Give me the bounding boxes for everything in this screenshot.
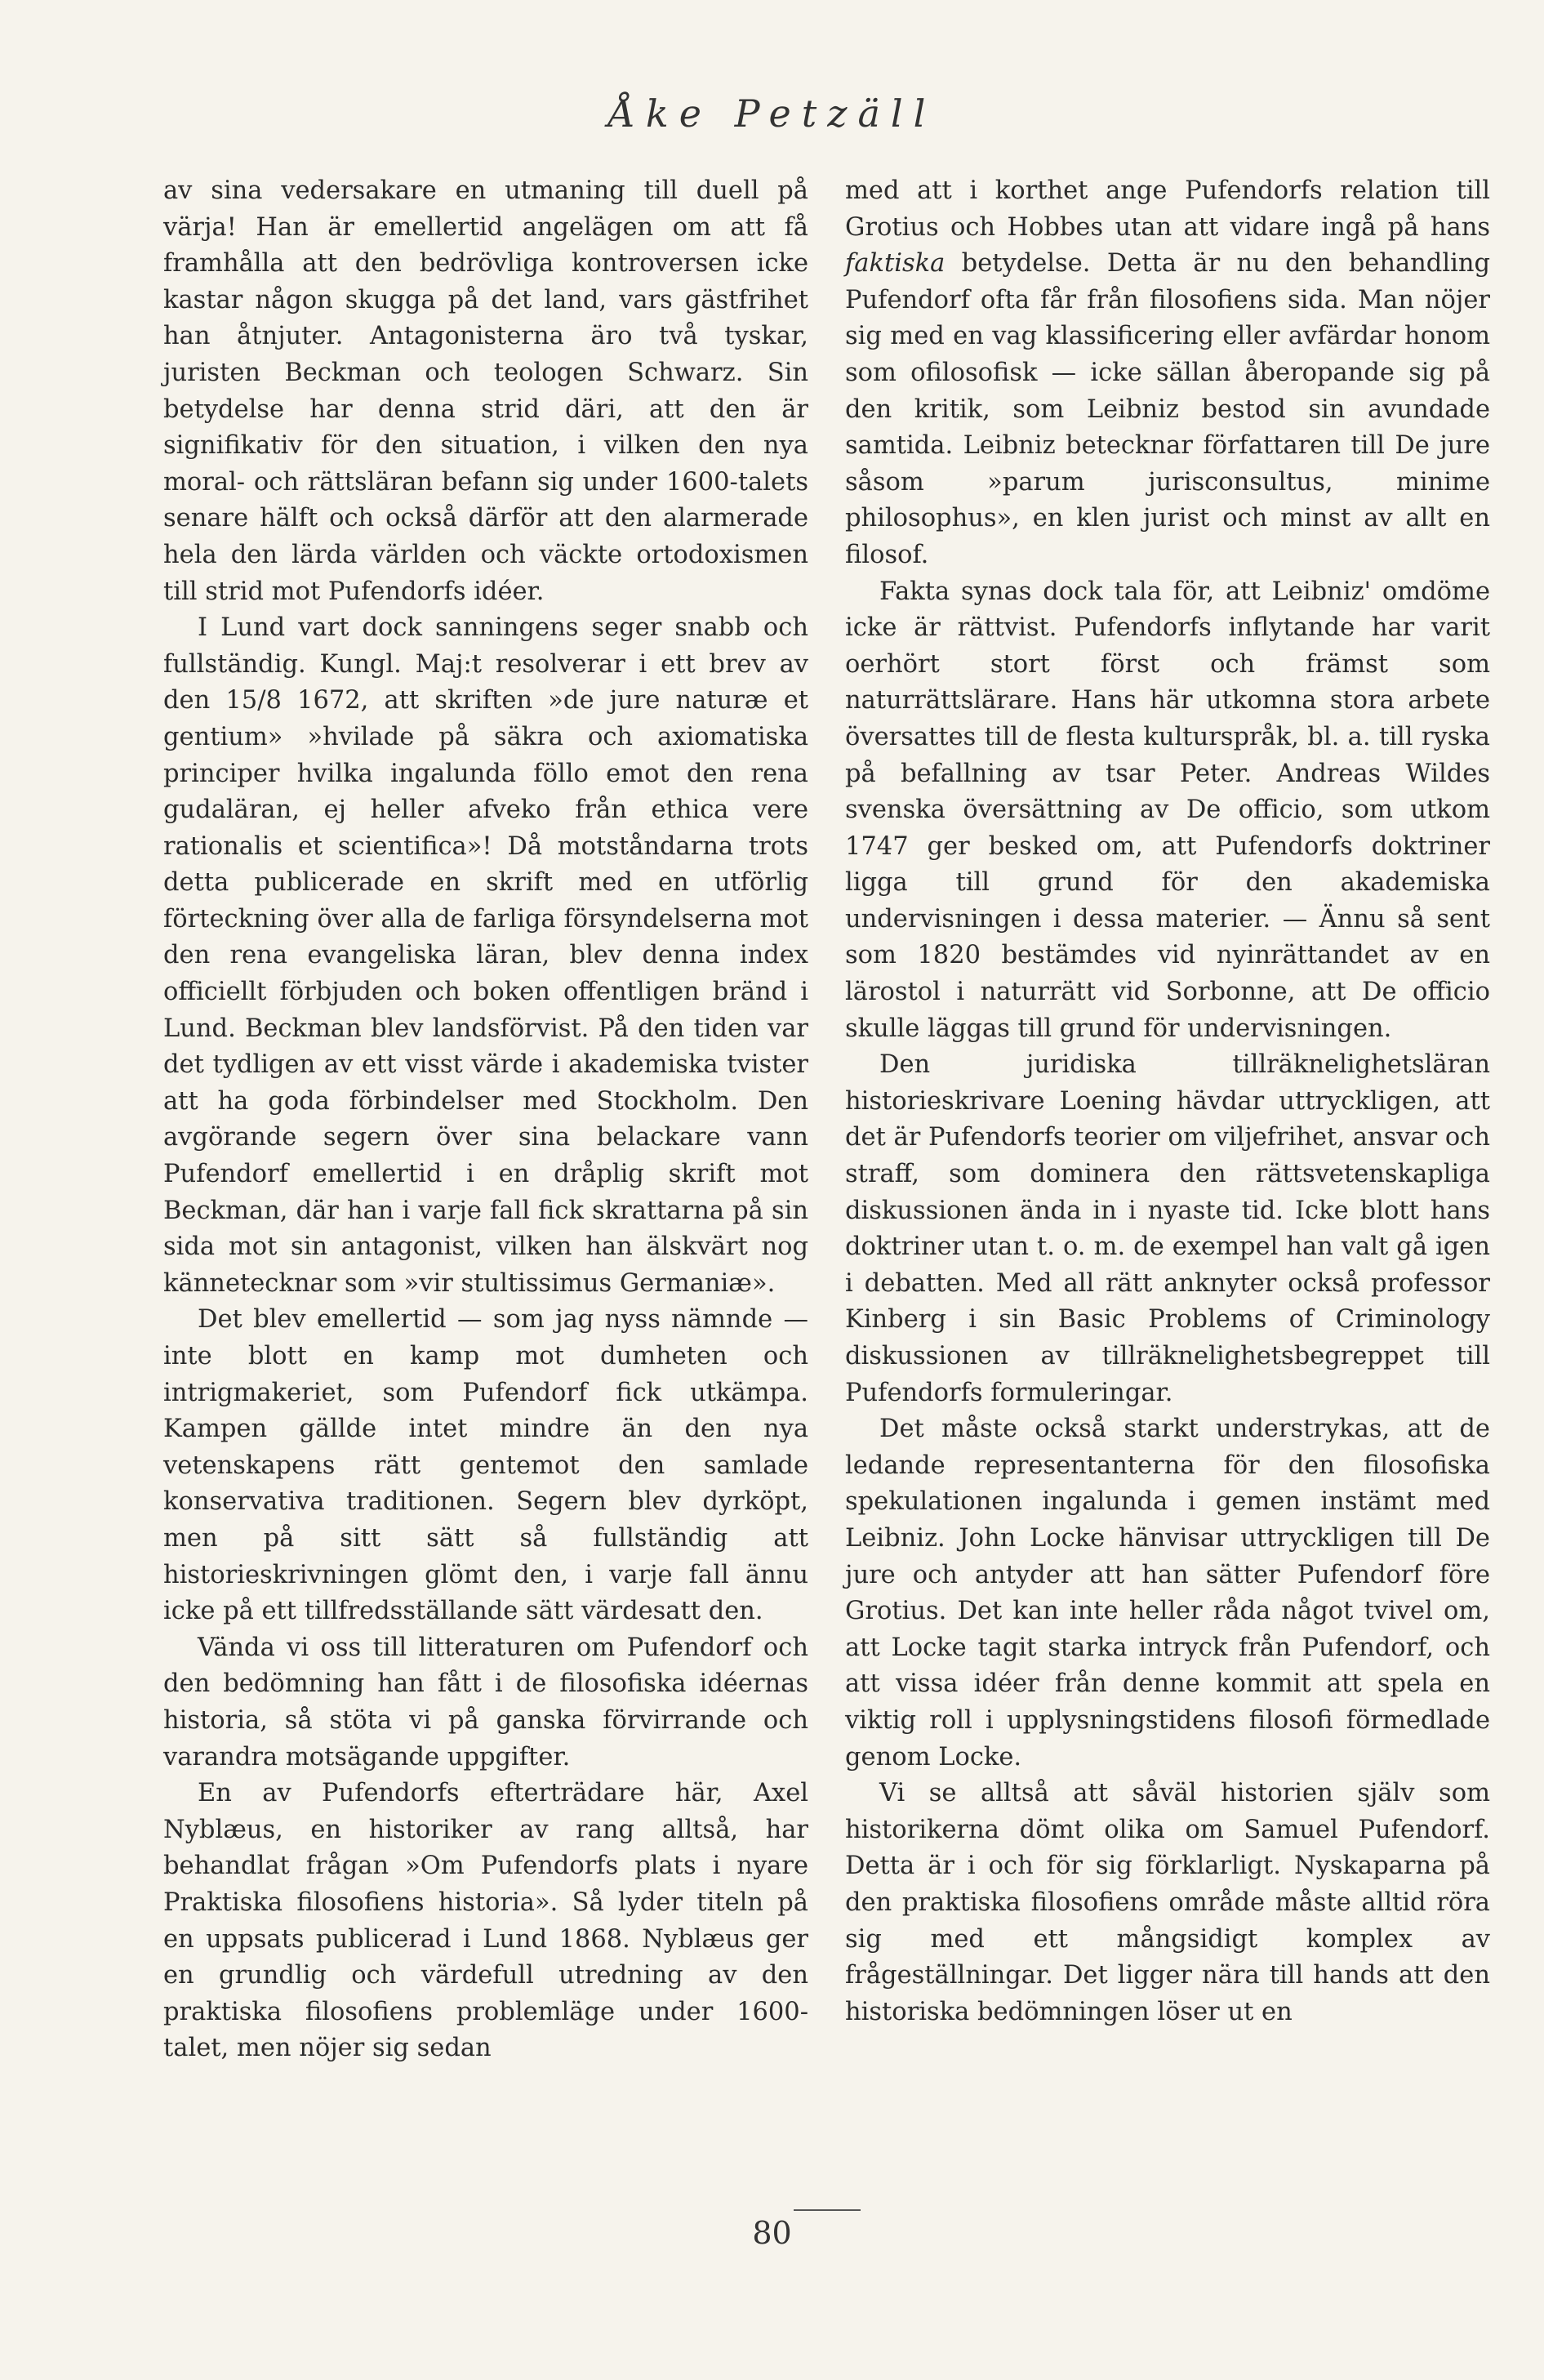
- paragraph: [845, 173, 1490, 574]
- italic-word: faktiska: [845, 249, 946, 279]
- paragraph: Den juridiska tillräknelighetsläran historieskrivare Loening hävdar uttryckligen, att det är Pufendorfs teorier om viljefrihet, ansvar och straff, som dominera den rättsvetenskapliga diskussionen ända in i nyaste tid. Icke blott hans doktriner utan t. o. m. de exempel han valt gå igen i debatten. Med all rätt anknyter också professor Kinberg i sin Basic Problems of Criminology diskussionen av tillräknelighetsbegreppet till Pufendorfs formuleringar.: [845, 1050, 1491, 1407]
- page-number: 80: [752, 2215, 792, 2251]
- paragraph: I Lund vart dock sanningens seger snabb och fullständig. Kungl. Maj:t resolverar i ett brev av den 15/8 1672, att skriften »de jure naturæ et gentium» »hvilade på säkra och axiomatiska principer hvilka ingalunda föllo emot den rena gudaläran, ej heller afveko från ethica vere rationalis et scientifica»! Då motståndarna trots detta publicerade en skrift med en utförlig förteckning över alla de farliga försyndelserna mot den rena evangeliska läran, blev denna index officiellt förbjuden och boken offentligen bränd i Lund. Beckman blev landsförvist. På den tiden var det tydligen av ett visst värde i akademiska tvister att ha goda förbindelser med Stockholm. Den avgörande segern över sina belackare vann Pufendorf emellertid i en dråplig skrift mot Beckman, där han i varje fall fick skrattarna på sin sida mot sin antagonist, vilken han älskvärt nog kännetecknar som »vir stultissimus Germaniæ».: [163, 613, 808, 1298]
- paragraph-text: med att i korthet ange Pufendorfs relation till Grotius och Hobbes utan att vidare ingå på hans: [845, 176, 1490, 242]
- paragraph: Det blev emellertid — som jag nyss nämnde — inte blott en kamp mot dumheten och intrigmakeriet, som Pufendorf fick utkämpa. Kampen gällde intet mindre än den nya vetenskapens rätt gentemot den samlade konservativa traditionen. Segern blev dyrköpt, men på sitt sätt så fullständig att historieskrivningen glömt den, i varje fall ännu icke på ett tillfredsställande sätt värdesatt den.: [163, 1305, 808, 1626]
- paragraph: Vi se alltså att såväl historien själv som historikerna dömt olika om Samuel Pufendorf. Detta är i och för sig förklarligt. Nyskaparna på den praktiska filosofiens område måste alltid röra sig med ett mångsidigt komplex av frågeställningar. Det ligger nära till hands att den historiska bedömningen löser ut en: [845, 1779, 1490, 2026]
- left-column: [163, 173, 808, 2067]
- paragraph: Vända vi oss till litteraturen om Pufendorf och den bedömning han fått i de filosofiska idéernas historia, så stöta vi på ganska förvirrande och varandra motsägande uppgifter.: [163, 1633, 808, 1772]
- paragraph: En av Pufendorfs efterträdare här, Axel Nyblæus, en historiker av rang alltså, har behandlat frågan »Om Pufendorfs plats i nyare Praktiska filosofiens historia». Så lyder titeln på en uppsats publicerad i Lund 1868. Nyblæus ger en grundlig och värdefull utredning av den praktiska filosofiens problemläge under 1600-talet, men nöjer sig sedan: [163, 1779, 808, 2063]
- paragraph: Fakta synas dock tala för, att Leibniz' omdöme icke är rättvist. Pufendorfs inflytande har varit oerhört stort först och främst som naturrättslärare. Hans här utkomna stora arbete översattes till de flesta kulturspråk, bl. a. till ryska på befallning av tsar Peter. Andreas Wildes svenska översättning av De officio, som utkom 1747 ger besked om, att Pufendorfs doktriner ligga till grund för den akademiska undervisningen i dessa materier. — Ännu så sent som 1820 bestämdes vid nyinrättandet av en lärostol i naturrätt vid Sorbonne, att De officio skulle läggas till grund för undervisningen.: [845, 577, 1490, 1043]
- paragraph: av sina vedersakare en utmaning till duell på värja! Han är emellertid angelägen om att få framhålla att den bedrövliga kontroversen icke kastar någon skugga på det land, vars gästfrihet han åtnjuter. Antagonisterna äro två tyskar, juristen Beckman och teologen Schwarz. Sin betydelse har denna strid däri, att den är signifikativ för den situation, i vilken den nya moral- och rättsläran befann sig under 1600-talets senare hälft och också därför att den alarmerade hela den lärda världen och väckte ortodoxismen till strid mot Pufendorfs idéer.: [163, 176, 808, 606]
- right-column: [845, 173, 1490, 2030]
- paragraph-text: betydelse. Detta är nu den behandling Pufendorf ofta får från filosofiens sida. Man nöjer sig med en vag klassificering eller avfärdar honom som ofilosofisk — icke sällan åberopande sig på den kritik, som Leibniz bestod sin avundade samtida. Leibniz betecknar författaren till De jure såsom »parum jurisconsultus, minime philosophus», en klen jurist och minst av allt en filosof.: [845, 249, 1490, 569]
- running-header: Åke Petzäll: [607, 91, 937, 136]
- folio-rule: [794, 2209, 861, 2211]
- paragraph: Det måste också starkt understrykas, att de ledande representanterna för den filosofiska spekulationen ingalunda i gemen instämt med Leibniz. John Locke hänvisar uttryckligen till De jure och antyder att han sätter Pufendorf före Grotius. Det kan inte heller råda något tvivel om, att Locke tagit starka intryck från Pufendorf, och att vissa idéer från denne kommit att spela en viktig roll i upplysningstidens filosofi förmedlade genom Locke.: [845, 1415, 1490, 1772]
